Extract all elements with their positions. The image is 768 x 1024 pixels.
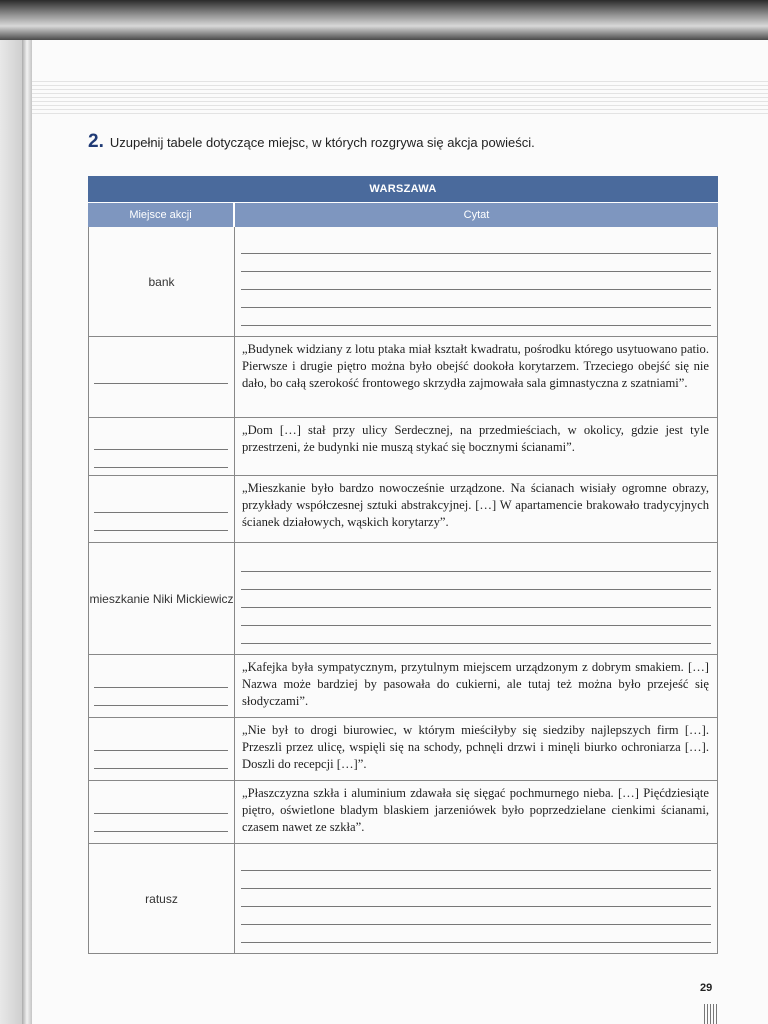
page-number: 29 <box>700 982 713 994</box>
place-cell: mieszkanie Niki Mickiewicz <box>89 543 235 654</box>
book-binding <box>22 0 32 1024</box>
answer-line[interactable] <box>241 924 711 925</box>
answer-line[interactable] <box>94 705 228 706</box>
answer-line[interactable] <box>94 768 228 769</box>
place-cell-blank <box>89 418 235 475</box>
answer-line[interactable] <box>241 643 711 644</box>
answer-line[interactable] <box>241 253 711 254</box>
decorative-header-lines <box>32 78 768 114</box>
table-row <box>88 781 718 844</box>
table-row <box>88 418 718 476</box>
answer-line[interactable] <box>241 888 711 889</box>
quote-cell: „Dom […] stał przy ulicy Serdecznej, na przedmieściach, w okolicy, gdzie jest tyle przestrzeni, że budynki nie muszą stykać się bocznymi ścianami”. <box>242 423 709 454</box>
answer-line[interactable] <box>241 906 711 907</box>
answer-line[interactable] <box>94 831 228 832</box>
table-title: WARSZAWA <box>88 176 718 202</box>
places-table <box>88 176 718 954</box>
place-cell-blank <box>89 655 235 717</box>
task-text: Uzupełnij tabele dotyczące miejsc, w których rozgrywa się akcja powieści. <box>109 135 535 150</box>
answer-line[interactable] <box>94 449 228 450</box>
edge-tick-marks <box>704 1004 718 1024</box>
quote-cell: „Budynek widziany z lotu ptaka miał kształt kwadratu, pośrodku którego usytuowano patio. Pierwsze i drugie piętro można było obejść dookoła korytarzem. Trzeciego obejść się nie dało, bo całą szerokość frontowego skrzydła zajmowała sala gimnastyczna z szatniami”. <box>242 342 709 390</box>
table-row <box>88 844 718 954</box>
answer-line[interactable] <box>94 512 228 513</box>
quote-cell: „Nie był to drogi biurowiec, w którym mieściłyby się siedziby najlepszych firm […]. Przeszli przez ulicę, wspięli się na schody, pchnęli drzwi i minęli biurko ochroniarza […]. Doszli do recepcji […]”. <box>242 723 709 771</box>
answer-line[interactable] <box>241 942 711 943</box>
scanner-edge <box>0 0 768 40</box>
table-row <box>88 543 718 655</box>
place-cell-blank <box>89 718 235 780</box>
place-cell-blank <box>89 337 235 417</box>
header-quote: Cytat <box>463 209 490 221</box>
quote-cell: „Mieszkanie było bardzo nowocześnie urządzone. Na ścianach wisiały ogromne obrazy, przykłady współczesnej sztuki abstrakcyjnej. […] W apartamencie brakowało tradycyjnych ścianek działowych, wąskich korytarzy”. <box>242 481 709 529</box>
quote-cell-blank <box>235 543 717 654</box>
quote-cell-blank <box>235 844 717 953</box>
answer-line[interactable] <box>94 383 228 384</box>
quote-cell: „Płaszczyzna szkła i aluminium zdawała się sięgać pochmurnego nieba. […] Pięćdziesiąte piętro, oświetlone bladym blaskiem jarzeniówek było poprzedzielane cienkimi ścianami, czasem nawet ze szkła”. <box>242 786 709 834</box>
table-row <box>88 227 718 337</box>
place-cell-blank <box>89 781 235 843</box>
answer-line[interactable] <box>241 271 711 272</box>
table-row <box>88 655 718 718</box>
answer-line[interactable] <box>241 625 711 626</box>
answer-line[interactable] <box>241 589 711 590</box>
table-row <box>88 718 718 781</box>
quote-cell-blank <box>235 227 717 336</box>
answer-line[interactable] <box>94 813 228 814</box>
answer-line[interactable] <box>241 571 711 572</box>
page-edge-shadow <box>0 0 22 1024</box>
table-row <box>88 337 718 418</box>
header-place: Miejsce akcji <box>88 203 235 227</box>
answer-line[interactable] <box>241 325 711 326</box>
table-header-row <box>88 202 718 227</box>
answer-line[interactable] <box>241 289 711 290</box>
answer-line[interactable] <box>241 307 711 308</box>
answer-line[interactable] <box>94 467 228 468</box>
quote-cell: „Kafejka była sympatycznym, przytulnym miejscem urządzonym z dobrym smakiem. […] Nazwa może bardziej by pasowała do cukierni, ale tutaj też można było przejeść się słodyczami”. <box>242 660 709 708</box>
answer-line[interactable] <box>241 870 711 871</box>
place-cell: ratusz <box>89 844 235 953</box>
task-instruction <box>88 131 535 153</box>
place-cell: bank <box>89 227 235 336</box>
answer-line[interactable] <box>94 750 228 751</box>
answer-line[interactable] <box>94 530 228 531</box>
table-row <box>88 476 718 543</box>
answer-line[interactable] <box>94 687 228 688</box>
place-cell-blank <box>89 476 235 542</box>
task-number: 2. <box>88 131 104 152</box>
answer-line[interactable] <box>241 607 711 608</box>
